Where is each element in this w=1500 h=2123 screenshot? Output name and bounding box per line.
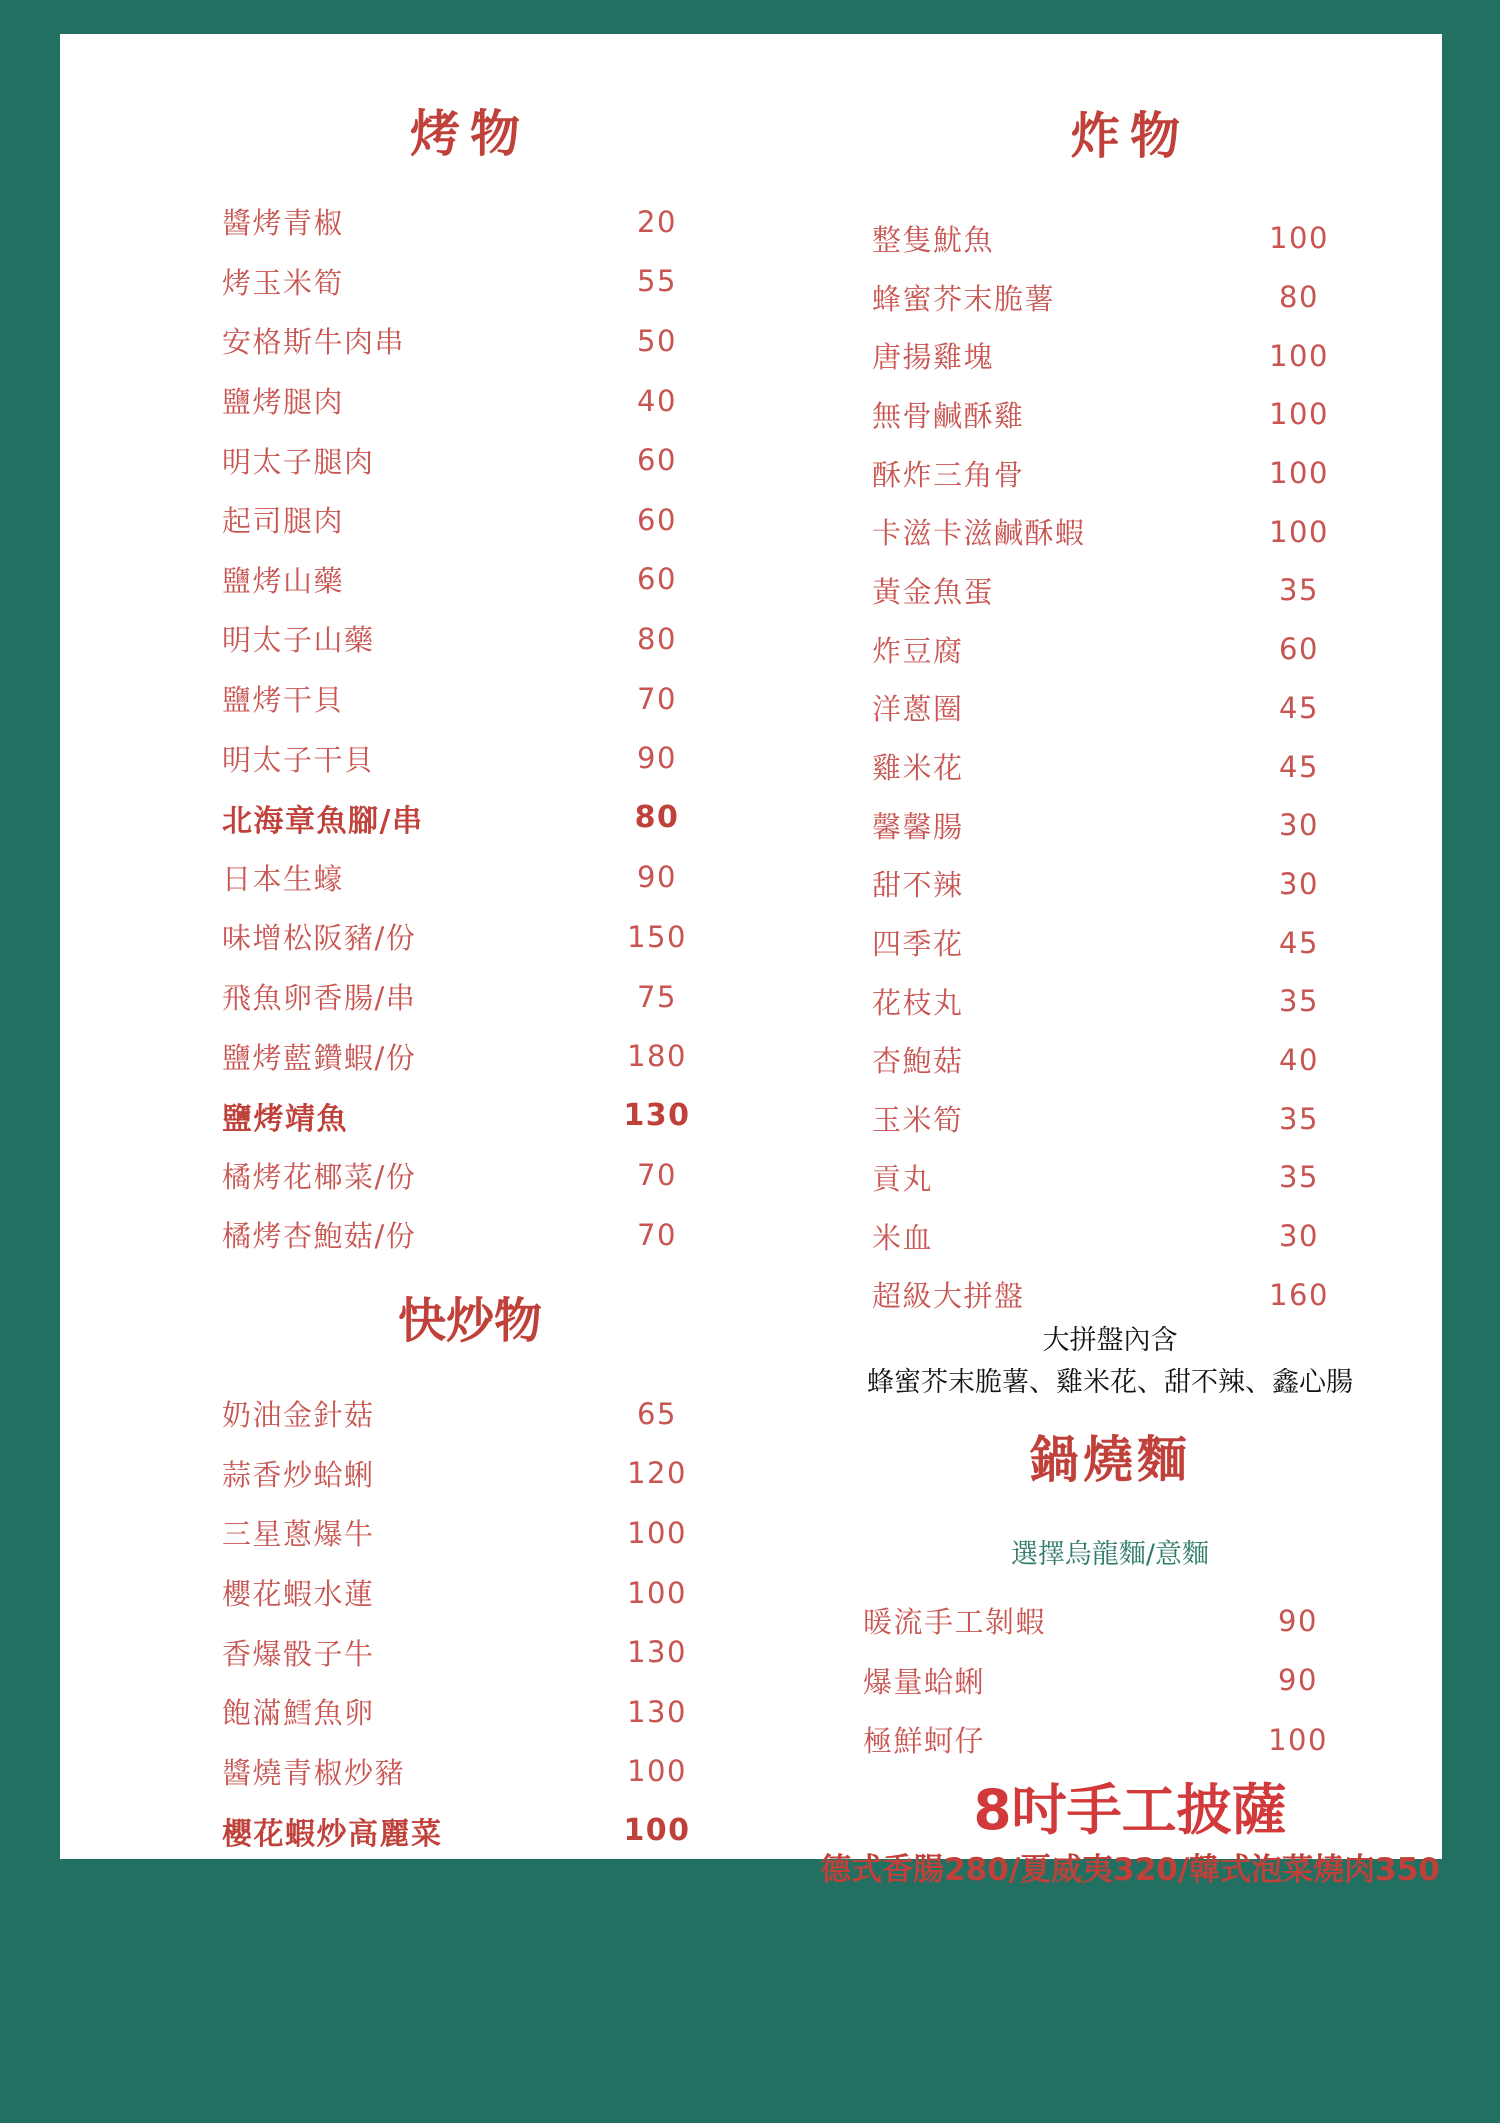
item-name: 醬烤青椒 [222,206,345,241]
stirfry-list [222,1384,742,1861]
item-price: 30 [1279,866,1319,901]
menu-item [222,1682,742,1742]
menu-item [872,737,1432,796]
item-name: 安格斯牛肉串 [222,325,406,360]
menu-item [222,1026,742,1086]
menu-item [863,1651,1423,1711]
item-price: 35 [1279,573,1319,608]
menu-item [222,192,742,252]
menu-item [872,1265,1432,1324]
menu-item [872,268,1432,327]
grill-list [222,192,742,1265]
menu-item [872,385,1432,444]
item-price: 100 [623,1813,691,1849]
menu-item [222,728,742,788]
item-name: 馨馨腸 [872,809,964,844]
item-name: 黃金魚蛋 [872,574,995,609]
menu-item [222,1742,742,1802]
menu-item [222,550,742,610]
menu-item [222,490,742,550]
menu-item [863,1591,1423,1651]
item-name: 三星蔥爆牛 [222,1517,375,1552]
item-price: 60 [1279,632,1319,667]
item-name: 花枝丸 [872,985,964,1020]
item-price: 100 [627,1575,687,1610]
item-price: 90 [637,860,677,895]
item-name: 飛魚卵香腸/串 [222,981,417,1016]
item-price: 80 [1279,280,1319,315]
item-name: 奶油金針菇 [222,1398,375,1433]
item-price: 90 [1278,1603,1318,1638]
item-price: 100 [1269,221,1329,256]
item-name: 爆量蛤蜊 [863,1664,986,1699]
item-price: 65 [637,1396,677,1431]
menu-item [222,1444,742,1504]
item-price: 100 [1268,1722,1328,1757]
item-name: 香爆骰子牛 [222,1636,375,1671]
item-name: 貢丸 [872,1161,934,1196]
menu-item [222,1205,742,1265]
item-price: 100 [1269,338,1329,373]
item-name: 卡滋卡滋鹹酥蝦 [872,516,1086,551]
menu-item [872,1031,1432,1090]
fried-heading: 炸物 [1070,107,1190,165]
item-name: 鹽烤干貝 [222,683,345,718]
item-name: 蒜香炒蛤蜊 [222,1457,375,1492]
item-price: 45 [1279,925,1319,960]
item-price: 35 [1279,1101,1319,1136]
item-name: 日本生蠔 [222,861,345,896]
menu-item [872,1207,1432,1266]
menu-item [222,1384,742,1444]
item-name: 雞米花 [872,751,964,786]
menu-item [222,1563,742,1623]
item-price: 100 [1269,514,1329,549]
menu-item [222,669,742,729]
pizza-options: 德式香腸280/夏威夷320/韓式泡菜燒肉350 [820,1852,1440,1888]
item-name: 超級大拼盤 [872,1279,1025,1314]
item-price: 100 [627,1754,687,1789]
pizza-heading: 8吋手工披薩 [973,1778,1287,1842]
menu-item [222,1801,742,1861]
menu-item [872,679,1432,738]
item-price: 60 [637,443,677,478]
item-name: 烤玉米筍 [222,265,345,300]
item-price: 45 [1279,749,1319,784]
item-price: 160 [1269,1277,1329,1312]
menu-item [222,1622,742,1682]
item-name: 鹽烤山藥 [222,563,345,598]
menu-item [872,972,1432,1031]
nabe-subtitle: 選擇烏龍麵/意麵 [1010,1539,1210,1570]
menu-item [222,907,742,967]
item-price: 80 [634,800,680,836]
menu-item [872,913,1432,972]
item-price: 90 [1278,1663,1318,1698]
item-price: 70 [637,681,677,716]
item-name: 炸豆腐 [872,633,964,668]
menu-item [872,855,1432,914]
item-price: 130 [627,1635,687,1670]
item-name: 鹽烤腿肉 [222,385,345,420]
item-price: 60 [637,562,677,597]
item-price: 35 [1279,984,1319,1019]
item-name: 杏鮑菇 [872,1044,964,1079]
menu-item [222,967,742,1027]
item-price: 120 [627,1456,687,1491]
item-price: 40 [1279,1042,1319,1077]
menu-item [222,1503,742,1563]
item-name: 北海章魚腳/串 [222,803,424,839]
item-name: 蜂蜜芥末脆薯 [872,281,1056,316]
item-price: 55 [637,264,677,299]
menu-page [60,34,1442,1888]
menu-item [222,252,742,312]
item-name: 無骨鹹酥雞 [872,398,1025,433]
menu-item [872,326,1432,385]
grill-heading: 烤物 [410,105,530,163]
item-name: 玉米筍 [872,1103,964,1138]
item-name: 米血 [872,1220,934,1255]
item-price: 60 [637,502,677,537]
menu-item [863,1710,1423,1770]
item-price: 130 [627,1694,687,1729]
menu-item [872,209,1432,268]
item-price: 100 [1269,397,1329,432]
menu-item [222,430,742,490]
item-price: 40 [637,383,677,418]
item-name: 明太子腿肉 [222,444,375,479]
item-name: 味增松阪豬/份 [222,921,417,956]
item-name: 醬燒青椒炒豬 [222,1755,406,1790]
item-name: 暖流手工剝蝦 [863,1605,1047,1640]
item-name: 鹽烤靖魚 [222,1101,348,1137]
stirfry-heading: 快炒物 [397,1293,542,1349]
item-name: 櫻花蝦炒高麗菜 [222,1816,443,1852]
item-name: 起司腿肉 [222,504,345,539]
item-name: 四季花 [872,927,964,962]
item-name: 唐揚雞塊 [872,340,995,375]
menu-item [872,620,1432,679]
nabe-list [863,1591,1423,1770]
item-price: 90 [637,741,677,776]
item-name: 橘烤花椰菜/份 [222,1159,417,1194]
fried-list [872,209,1432,1324]
item-price: 100 [1269,456,1329,491]
item-name: 橘烤杏鮑菇/份 [222,1219,417,1254]
item-name: 鹽烤藍鑽蝦/份 [222,1040,417,1075]
item-name: 極鮮蚵仔 [863,1724,986,1759]
item-price: 30 [1279,808,1319,843]
item-name: 酥炸三角骨 [872,457,1025,492]
item-price: 35 [1279,1160,1319,1195]
item-price: 50 [637,323,677,358]
menu-item [222,788,742,848]
item-price: 180 [627,1039,687,1074]
item-price: 130 [623,1098,691,1134]
menu-item [222,848,742,908]
menu-item [872,1148,1432,1207]
menu-item [872,444,1432,503]
menu-item [872,796,1432,855]
menu-item [872,561,1432,620]
menu-item [872,1089,1432,1148]
item-name: 飽滿鱈魚卵 [222,1696,375,1731]
menu-item [222,609,742,669]
menu-item [222,311,742,371]
item-price: 70 [637,1158,677,1193]
item-name: 整隻魷魚 [872,222,995,257]
item-price: 20 [637,204,677,239]
item-price: 80 [637,621,677,656]
item-name: 明太子干貝 [222,742,375,777]
menu-item [222,1146,742,1206]
item-name: 櫻花蝦水蓮 [222,1577,375,1612]
item-name: 洋蔥圈 [872,692,964,727]
menu-item [222,1086,742,1146]
item-price: 30 [1279,1219,1319,1254]
item-price: 70 [637,1217,677,1252]
menu-item [222,371,742,431]
item-price: 45 [1279,690,1319,725]
platter-note-items: 蜂蜜芥末脆薯、雞米花、甜不辣、鑫心腸 [867,1367,1353,1398]
menu-item [872,502,1432,561]
item-price: 100 [627,1515,687,1550]
item-name: 甜不辣 [872,868,964,903]
item-name: 明太子山藥 [222,623,375,658]
platter-note-title: 大拼盤內含 [1042,1325,1178,1356]
item-price: 150 [627,919,687,954]
item-price: 75 [637,979,677,1014]
nabe-heading: 鍋燒麵 [1029,1431,1191,1489]
